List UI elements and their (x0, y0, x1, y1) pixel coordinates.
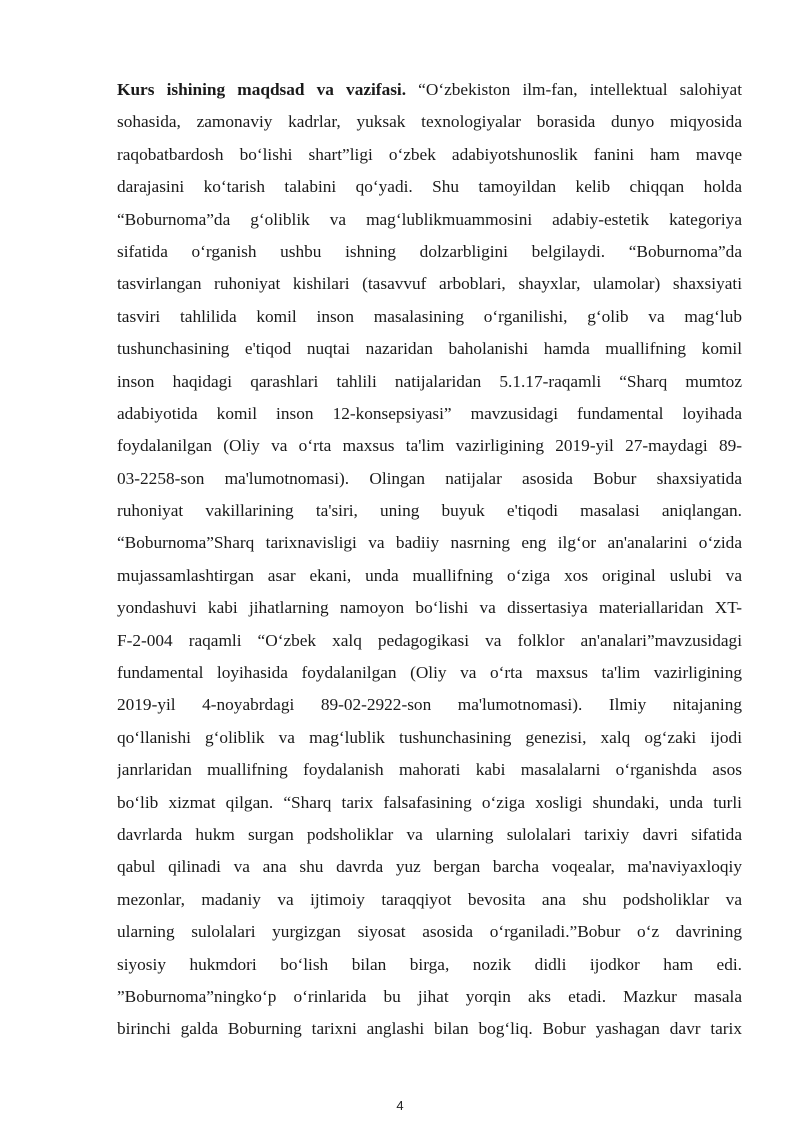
text-line: davrlarda hukm surgan podsholiklar va ularning sulolalari tarixiy davri sifatida (117, 824, 742, 844)
text-line: 2019-yil 4-noyabrdagi 89-02-2922-son ma'lumotnomasi). Ilmiy nitajaning (117, 695, 742, 715)
text-line: ularning sulolalari yurgizgan siyosat asosida o‘rganiladi.”Bobur o‘z davrining (117, 922, 742, 942)
text-line: qo‘llanishi g‘oliblik va mag‘lublik tushunchasining genezisi, xalq og‘zaki ijodi (117, 727, 742, 747)
text-line: tasviri tahlilida komil inson masalasining o‘rganilishi, g‘olib va mag‘lub (117, 306, 742, 326)
text-line: tushunchasining e'tiqod nuqtai nazaridan baholanishi hamda muallifning komil (117, 339, 742, 359)
text-line: foydalanilgan (Oliy va o‘rta maxsus ta'lim vazirligining 2019-yil 27-maydagi 89- (117, 436, 742, 456)
text-line: fundamental loyihasida foydalanilgan (Oliy va o‘rta maxsus ta'lim vazirligining (117, 663, 742, 683)
text-line: adabiyotida komil inson 12-konsepsiyasi” mavzusidagi fundamental loyihada (117, 403, 742, 423)
text-line: “Boburnoma”Sharq tarixnavisligi va badiiy nasrning eng ilg‘or an'analarini o‘zida (117, 533, 742, 553)
text-line: 03-2258-son ma'lumotnomasi). Olingan natijalar asosida Bobur shaxsiyatida (117, 468, 742, 488)
text-line: sohasida, zamonaviy kadrlar, yuksak texnologiyalar borasida dunyo miqyosida (117, 112, 742, 132)
text-line: mujassamlashtirgan asar ekani, unda muallifning o‘ziga xos original uslubi va (117, 565, 742, 585)
text-line: inson haqidagi qarashlari tahlili natijalaridan 5.1.17-raqamli “Sharq mumtoz (117, 371, 742, 391)
text-line: qabul qilinadi va ana shu davrda yuz bergan barcha voqealar, ma'naviyaxloqiy (117, 857, 742, 877)
text-line: ”Boburnoma”ningko‘p o‘rinlarida bu jihat yorqin aks etadi. Mazkur masala (117, 986, 742, 1006)
text-line: raqobatbardosh bo‘lishi shart”ligi o‘zbek adabiyotshunoslik fanini ham mavqe (117, 144, 742, 164)
body-text (117, 74, 742, 1046)
page-number: 4 (396, 1098, 404, 1113)
text-line (117, 74, 742, 106)
text-line: bo‘lib xizmat qilgan. “Sharq tarix falsafasining o‘ziga xosligi shundaki, unda turli (117, 792, 742, 812)
text-line: tasvirlangan ruhoniyat kishilari (tasavvuf arboblari, shayxlar, ulamolar) shaxsiyati (117, 274, 742, 294)
text-line: mezonlar, madaniy va ijtimoiy taraqqiyot bevosita ana shu podsholiklar va (117, 889, 742, 909)
text-line: janrlaridan muallifning foydalanish mahorati kabi masalalarni o‘rganishda asos (117, 760, 742, 780)
text-line: sifatida o‘rganish ushbu ishning dolzarbligini belgilaydi. “Boburnoma”da (117, 241, 742, 261)
text-line: darajasini ko‘tarish talabini qo‘yadi. Shu tamoyildan kelib chiqqan holda (117, 177, 742, 197)
text-line: ruhoniyat vakillarining ta'siri, uning buyuk e'tiqodi masalasi aniqlangan. (117, 501, 742, 521)
section-heading: Kurs ishining maqdsad va vazifasi. (117, 80, 407, 99)
text-line: yondashuvi kabi jihatlarning namoyon bo‘lishi va dissertasiya materiallaridan XT- (117, 598, 742, 618)
text-line: “Boburnoma”da g‘oliblik va mag‘lublikmuammosini adabiy-estetik kategoriya (117, 209, 742, 229)
text-line: F-2-004 raqamli “O‘zbek xalq pedagogikasi va folklor an'analari”mavzusidagi (117, 630, 742, 650)
text-line: siyosiy hukmdori bo‘lish bilan birga, nozik didli ijodkor ham edi. (117, 954, 742, 974)
text-line: birinchi galda Boburning tarixni anglashi bilan bog‘liq. Bobur yashagan davr tarix (117, 1019, 742, 1039)
text-line-content: “O‘zbekiston ilm-fan, intellektual salohiyat (406, 80, 742, 99)
